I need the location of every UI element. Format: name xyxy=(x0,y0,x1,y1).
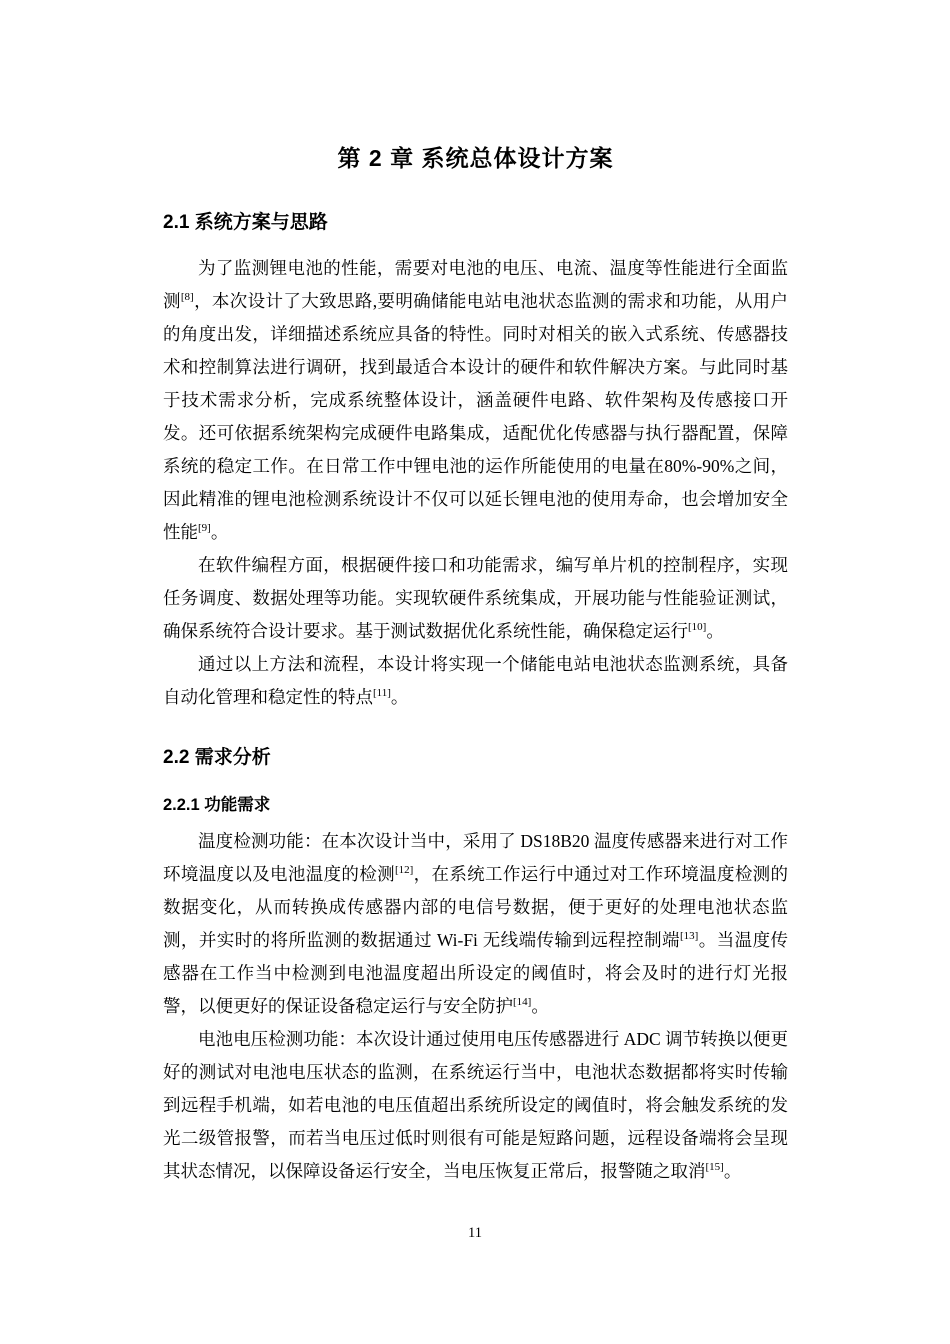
chapter-title: 第 2 章 系统总体设计方案 xyxy=(337,145,614,171)
citation-ref: [11] xyxy=(373,687,391,700)
citation-ref: [13] xyxy=(680,930,699,943)
citation-ref: [15] xyxy=(705,1161,724,1174)
paragraph: 电池电压检测功能：本次设计通过使用电压传感器进行 ADC 调节转换以便更好的测试对电池电压状态的监测，在系统运行当中，电池状态数据都将实时传输到远程手机端，如若电池的电压值超出系统所设定的阈值时，将会触发系统的发光二级管报警，而若当电压过低时则很有可能是短路问题，远程设备端将会呈现其状态情况，以保障设备运行安全，当电压恢复正常后，报警随之取消[15]。 xyxy=(163,1029,788,1181)
paragraph: 温度检测功能：在本次设计当中，采用了 DS18B20 温度传感器来进行对工作环境温度以及电池温度的检测[12]，在系统工作运行中通过对工作环境温度检测的数据变化，从而转换成传感器内部的电信号数据，便于更好的处理电池状态监测，并实时的将所监测的数据通过 Wi-Fi 无线端传输到远程控制端[13]。当温度传感器在工作当中检测到电池温度超出所设定的阈值时，将会及时的进行灯光报警，以便更好的保证设备稳定运行与安全防护[14]。 xyxy=(163,831,789,1016)
paragraph: 为了监测锂电池的性能，需要对电池的电压、电流、温度等性能进行全面监测[8]，本次设计了大致思路,要明确储能电站电池状态监测的需求和功能，从用户的角度出发，详细描述系统应具备的特性。同时对相关的嵌入式系统、传感器技术和控制算法进行调研，找到最适合本设计的硬件和软件解决方案。与此同时基于技术需求分析，完成系统整体设计，涵盖硬件电路、软件架构及传感接口开发。还可依据系统架构完成硬件电路集成，适配优化传感器与执行器配置，保障系统的稳定工作。在日常工作中锂电池的运作所能使用的电量在80%-90%之间，因此精准的锂电池检测系统设计不仅可以延长锂电池的使用寿命，也会增加安全性能[9]。 xyxy=(163,258,789,542)
citation-ref: [8] xyxy=(180,291,194,304)
section-heading: 2.1 系统方案与思路 xyxy=(163,212,328,233)
citation-ref: [14] xyxy=(513,996,532,1009)
subsection-heading: 2.2.1 功能需求 xyxy=(163,796,271,814)
citation-ref: [9] xyxy=(198,522,211,535)
paragraph: 在软件编程方面，根据硬件接口和功能需求，编写单片机的控制程序，实现任务调度、数据处理等功能。实现软硬件系统集成，开展功能与性能验证测试，确保系统符合设计要求。基于测试数据优化系统性能，确保稳定运行[10]。 xyxy=(163,555,788,641)
document-content xyxy=(163,207,788,1188)
section-heading: 2.2 需求分析 xyxy=(163,747,271,768)
citation-ref: [12] xyxy=(394,864,414,877)
citation-ref: [10] xyxy=(688,621,707,634)
page-number: 11 xyxy=(468,1225,482,1241)
paragraph: 通过以上方法和流程，本设计将实现一个储能电站电池状态监测系统，具备自动化管理和稳定性的特点[11]。 xyxy=(163,654,788,707)
